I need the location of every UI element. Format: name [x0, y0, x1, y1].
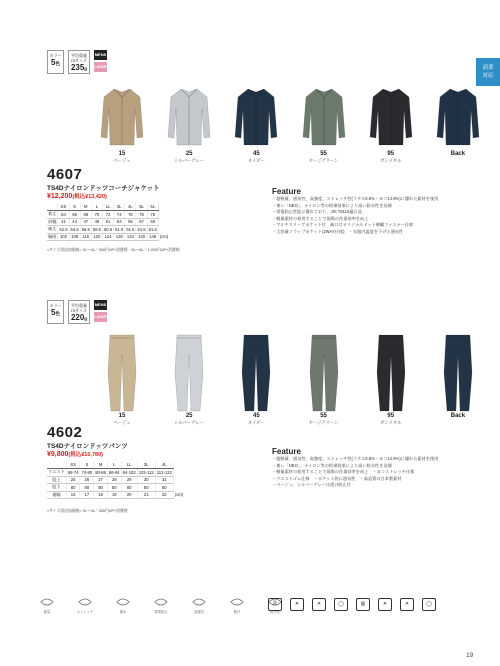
care-icon-row: [268, 598, 436, 611]
care-symbol-icon: ▥: [356, 598, 370, 611]
jacket-item-45[interactable]: [234, 85, 278, 163]
size-row: [47, 233, 169, 241]
product1-info: [47, 166, 160, 200]
size-cell: 80: [80, 484, 94, 492]
size-unit: (cm): [159, 234, 169, 240]
size-cell: 64: [58, 211, 69, 219]
function-icon: [112, 596, 134, 614]
side-tab-line2: 対応: [482, 73, 494, 79]
size-cell: 80: [155, 484, 173, 492]
function-icon-label: 高通気: [194, 610, 204, 614]
size-cell: 80: [107, 484, 121, 492]
weight-size-label: ｍサイズ: [71, 58, 87, 63]
price-tax: (税込¥10,780): [68, 452, 103, 458]
size-cell: 58.5: [92, 226, 102, 232]
size-cell: 112-122: [156, 469, 172, 475]
ladies-badge: LADIES: [94, 312, 107, 322]
size-cell: LL: [121, 461, 137, 469]
pants-image: [234, 333, 278, 413]
feature-item: ・帯電防止性能に優れており、JIS T8118適合品: [272, 209, 362, 215]
size-cell: 61.5: [115, 226, 124, 232]
feature-item: ・ベージュ、シルバーグレーは透け防止付: [272, 482, 351, 488]
jacket-size-table: [47, 203, 169, 241]
size-cell: 51: [103, 218, 114, 226]
size-cell: 胸囲: [48, 233, 57, 239]
product2-info: [47, 424, 128, 458]
jacket-image: [234, 85, 278, 151]
function-icon-label: ストレッチ: [76, 610, 94, 614]
size-cell: 30: [137, 476, 155, 484]
feature-item: ・超軽量、通気性、高強度、ストレッチ性(ラテル6.8%・ヨコ14.5%)に優れた素材を使用: [272, 196, 439, 201]
pants-image: [369, 333, 413, 413]
feature-icon: [192, 596, 206, 608]
pants-item-55[interactable]: [302, 333, 346, 425]
size-cell: 56.5: [81, 226, 90, 232]
jacket-item-55[interactable]: [302, 85, 346, 163]
size-unit: (cm): [174, 492, 184, 498]
size-cell: SS: [66, 461, 80, 469]
jacket-item-15[interactable]: [100, 85, 144, 163]
product-code: 4607: [47, 166, 83, 183]
weight-label: 平均重量: [71, 303, 87, 308]
jacket-item-25[interactable]: [167, 85, 211, 163]
color-name: セージグリーン: [308, 420, 339, 425]
pants-size-table-wrap: [47, 461, 184, 499]
size-cell: 80-86: [95, 469, 106, 475]
feature-item: ・軽量素材の着用することで現場の作業効率を向上 ・ヨコストレッチ仕様: [272, 469, 415, 475]
pants-item-back[interactable]: [436, 333, 480, 425]
size-cell: 18: [94, 491, 108, 499]
size-cell: M: [80, 203, 91, 211]
color-number: 15: [118, 413, 126, 419]
jacket-size-table-wrap: [47, 203, 169, 241]
color-name: セージグリーン: [308, 158, 339, 163]
jacket-image: [369, 85, 413, 151]
size-cell: 86-94: [108, 469, 120, 475]
pants-lineup: [100, 333, 480, 425]
color-count-box: [47, 300, 64, 324]
size-cell: 76: [125, 211, 136, 219]
size-cell: 17: [80, 491, 94, 499]
color-number: 45: [253, 151, 260, 157]
size-cell: SS: [58, 203, 69, 211]
size-cell: L: [91, 203, 102, 211]
size-cell: 55: [125, 218, 136, 226]
function-icon-label: 吸汗: [233, 610, 241, 614]
jacket-item-95[interactable]: [369, 85, 413, 163]
size-cell: 68: [80, 211, 91, 219]
size-row: [47, 469, 184, 477]
size-cell: 53: [114, 218, 125, 226]
function-icon-label: 撥水: [119, 610, 127, 614]
size-cell: 74: [114, 211, 125, 219]
size-row: [47, 491, 184, 499]
function-icon-row: [36, 596, 286, 614]
gender-badges: [94, 300, 107, 324]
color-name: ネイビー: [247, 158, 265, 163]
feature-icon: [154, 596, 168, 608]
size-header-row: [47, 203, 169, 211]
color-count: 5: [51, 308, 56, 317]
size-cell: 94-102: [122, 469, 136, 475]
size-cell: 肩幅: [48, 218, 57, 224]
size-cell: 60.5: [104, 226, 113, 232]
weight-label: 平均重量: [71, 53, 87, 58]
pants-item-15[interactable]: [100, 333, 144, 425]
color-number: 45: [253, 413, 260, 419]
jacket-image: [100, 85, 144, 151]
function-icon-label: 軽量: [43, 610, 51, 614]
function-icon-label: 防汚性: [270, 610, 280, 614]
size-cell: 109: [69, 233, 80, 241]
weight-box: [68, 300, 90, 324]
product2-features: [272, 447, 438, 489]
feature-heading: Feature: [272, 447, 301, 456]
size-cell: 76: [147, 211, 158, 219]
color-name: ガンメタル: [380, 420, 402, 425]
color-number: 95: [387, 151, 395, 157]
ladies-badge: LADIES: [94, 62, 107, 72]
size-row: [47, 484, 184, 492]
care-symbol-icon: ✕: [400, 598, 414, 611]
mens-badge: MENS: [94, 50, 107, 60]
size-cell: 128: [114, 233, 125, 241]
size-cell: 44: [69, 218, 80, 226]
weight-unit: g: [84, 66, 88, 71]
product-name: TS4Dナイロンドッツコーチジャケット: [47, 185, 160, 192]
size-cell: 41: [58, 218, 69, 226]
size-cell: 29: [121, 476, 137, 484]
size-cell: 47: [80, 218, 91, 226]
size-cell: 19: [107, 491, 121, 499]
size-cell: 27: [94, 476, 108, 484]
size-cell: 6L: [147, 203, 158, 211]
size-cell: 21: [137, 491, 155, 499]
color-count: 5: [51, 58, 56, 67]
size-cell: 80: [66, 484, 80, 492]
jacket-back-image: [436, 85, 480, 151]
price-value: ¥9,800: [47, 451, 69, 458]
feature-item: ・東レ「NEO」、ナイロン等の相乗効果により高い防水性を発揮: [272, 202, 392, 208]
size-cell: 26: [80, 476, 94, 484]
size-price-note: <サイズ別追加価格> 3L～4L／300円UP+消費税 5L～6L／1,000円UP+消費税: [47, 248, 180, 252]
size-cell: 4L: [125, 203, 136, 211]
feature-item: ・超軽量、通気性、高強度、ストレッチ性(ラテル6.8%・ヨコ14.5%)に優れた素材を使用: [272, 456, 439, 461]
weight-size-label: ｍサイズ: [71, 308, 87, 313]
size-cell: [47, 203, 58, 211]
size-cell: [47, 461, 66, 469]
size-cell: 着丈: [48, 211, 57, 217]
size-cell: 80: [137, 484, 155, 492]
size-cell: 股下: [47, 484, 66, 492]
weight-value: 235: [70, 63, 85, 72]
size-cell: S: [69, 203, 80, 211]
color-unit: 色: [55, 61, 60, 66]
function-icon: [36, 596, 58, 614]
back-label: Back: [450, 151, 466, 157]
product2-spec: [47, 300, 107, 324]
size-header-row: [47, 461, 184, 469]
care-symbol-icon: ◯: [334, 598, 348, 611]
color-number: 25: [185, 151, 193, 157]
size-row: [47, 218, 169, 226]
feature-list: [272, 456, 438, 489]
size-cell: 124: [103, 233, 114, 241]
size-price-note: <サイズ別追加価格> 3L～4L／300円UP+消費税: [47, 509, 128, 513]
size-cell: 3L: [114, 203, 125, 211]
size-cell: 80: [121, 484, 137, 492]
size-row: [47, 226, 169, 234]
category-side-tab[interactable]: [476, 58, 500, 86]
color-count-box: [47, 50, 64, 74]
feature-icon: [78, 596, 92, 608]
size-cell: 3L: [137, 461, 155, 469]
function-icon: [226, 596, 248, 614]
function-icon: [74, 596, 96, 614]
product-price: [47, 450, 128, 458]
size-cell: 5L: [136, 203, 147, 211]
size-cell: 15: [66, 491, 80, 499]
size-cell: 裾幅: [47, 491, 66, 499]
care-symbol-icon: 洗: [268, 598, 282, 611]
care-symbol-icon: ✕: [378, 598, 392, 611]
size-cell: 31: [155, 476, 173, 484]
pants-image: [100, 333, 144, 413]
size-cell: 102: [58, 233, 69, 241]
gender-badges: [94, 50, 107, 74]
feature-item: ・東レ「NEO」、ナイロン等の相乗効果により高い防水性を発揮: [272, 462, 392, 468]
function-icon: [150, 596, 172, 614]
size-cell: 4L: [155, 461, 173, 469]
feature-item: ・マルチスリーブポケット付 袖口はオリジナルドット刺繍ファスナー仕様: [272, 222, 414, 228]
color-name: ガンメタル: [380, 158, 402, 163]
pants-item-45[interactable]: [234, 333, 278, 425]
pants-item-25[interactable]: [167, 333, 211, 425]
back-label: Back: [450, 413, 466, 419]
care-symbol-icon: ✕: [290, 598, 304, 611]
size-cell: 股上: [47, 476, 66, 484]
size-cell: 134: [125, 233, 136, 241]
size-row: [47, 476, 184, 484]
pants-image: [302, 333, 346, 413]
feature-icon: [40, 596, 54, 608]
color-number: 55: [320, 151, 327, 157]
jacket-item-back[interactable]: [436, 85, 480, 163]
color-name: シルバーグレー: [174, 420, 205, 425]
size-cell: 70: [91, 211, 102, 219]
size-cell: M: [94, 461, 108, 469]
color-number: 15: [118, 151, 126, 157]
mens-badge: MENS: [94, 300, 107, 310]
color-number: 25: [185, 413, 193, 419]
product1-spec: [47, 50, 107, 74]
function-icon: [188, 596, 210, 614]
weight-box: [68, 50, 90, 74]
size-cell: 61.5: [137, 226, 146, 232]
pants-item-95[interactable]: [369, 333, 413, 425]
color-name: ベージュ: [113, 158, 131, 163]
size-cell: 22: [155, 491, 173, 499]
size-cell: 25: [66, 476, 80, 484]
color-name: ネイビー: [247, 420, 265, 425]
feature-heading: Feature: [272, 187, 301, 196]
size-row: [47, 211, 169, 219]
size-cell: 146: [147, 233, 158, 241]
care-symbol-icon: ✕: [312, 598, 326, 611]
color-number: 95: [387, 413, 395, 419]
size-cell: 68-74: [67, 469, 79, 475]
feature-item: ・ウエストゴム仕様 ・ポケット袋に通気性 ・高品質の日本製素材: [272, 475, 402, 481]
weight-unit: g: [84, 316, 88, 321]
size-cell: 61.5: [126, 226, 135, 232]
size-cell: 61.5: [148, 226, 157, 232]
size-cell: 102-112: [138, 469, 154, 475]
feature-list: [272, 196, 438, 236]
size-cell: LL: [103, 203, 114, 211]
jacket-image: [167, 85, 211, 151]
color-label: カラー: [49, 53, 62, 58]
color-unit: 色: [55, 311, 60, 316]
color-name: ベージュ: [113, 420, 131, 425]
size-cell: 140: [136, 233, 147, 241]
color-label: カラー: [49, 303, 62, 308]
product1-features: [272, 187, 438, 236]
size-cell: L: [107, 461, 121, 469]
size-cell: 20: [121, 491, 137, 499]
feature-item: ・大容量フラップポケット(2WAY仕様) ・衣服内温度を下げる通気性: [272, 228, 404, 234]
pants-size-table: [47, 461, 184, 499]
size-cell: 59: [147, 218, 158, 226]
size-cell: 116: [80, 233, 91, 241]
size-cell: 52.5: [59, 226, 68, 232]
size-cell: 49: [91, 218, 102, 226]
size-cell: 袖丈: [48, 226, 57, 232]
product-name: TS4Dナイロンドッツパンツ: [47, 443, 128, 450]
size-cell: 54.5: [70, 226, 79, 232]
feature-icon: [116, 596, 130, 608]
size-cell: 80: [94, 484, 108, 492]
size-cell: S: [80, 461, 94, 469]
jacket-lineup: [100, 85, 480, 163]
size-cell: 57: [136, 218, 147, 226]
color-number: 55: [320, 413, 327, 419]
pants-image: [167, 333, 211, 413]
size-cell: 76: [136, 211, 147, 219]
color-name: シルバーグレー: [174, 158, 205, 163]
size-cell: 66: [69, 211, 80, 219]
jacket-image: [302, 85, 346, 151]
product-code: 4602: [47, 424, 83, 441]
price-tax: (税込¥13,420): [72, 194, 107, 200]
weight-value: 220: [70, 313, 85, 322]
size-cell: 74-80: [81, 469, 93, 475]
size-cell: ウエスト: [48, 469, 65, 475]
size-cell: 28: [107, 476, 121, 484]
feature-icon: [230, 596, 244, 608]
product-price: [47, 192, 160, 200]
function-icon-label: 帯電防止: [154, 610, 168, 614]
size-cell: 120: [91, 233, 102, 241]
side-tab-line1: 商業: [482, 65, 494, 71]
price-value: ¥12,200: [47, 193, 73, 200]
page-number: 19: [466, 652, 474, 659]
size-cell: 72: [103, 211, 114, 219]
care-symbol-icon: ◯: [422, 598, 436, 611]
feature-item: ・軽量素材の着用することで現場の作業効率を向上: [272, 215, 369, 221]
pants-back-image: [436, 333, 480, 413]
